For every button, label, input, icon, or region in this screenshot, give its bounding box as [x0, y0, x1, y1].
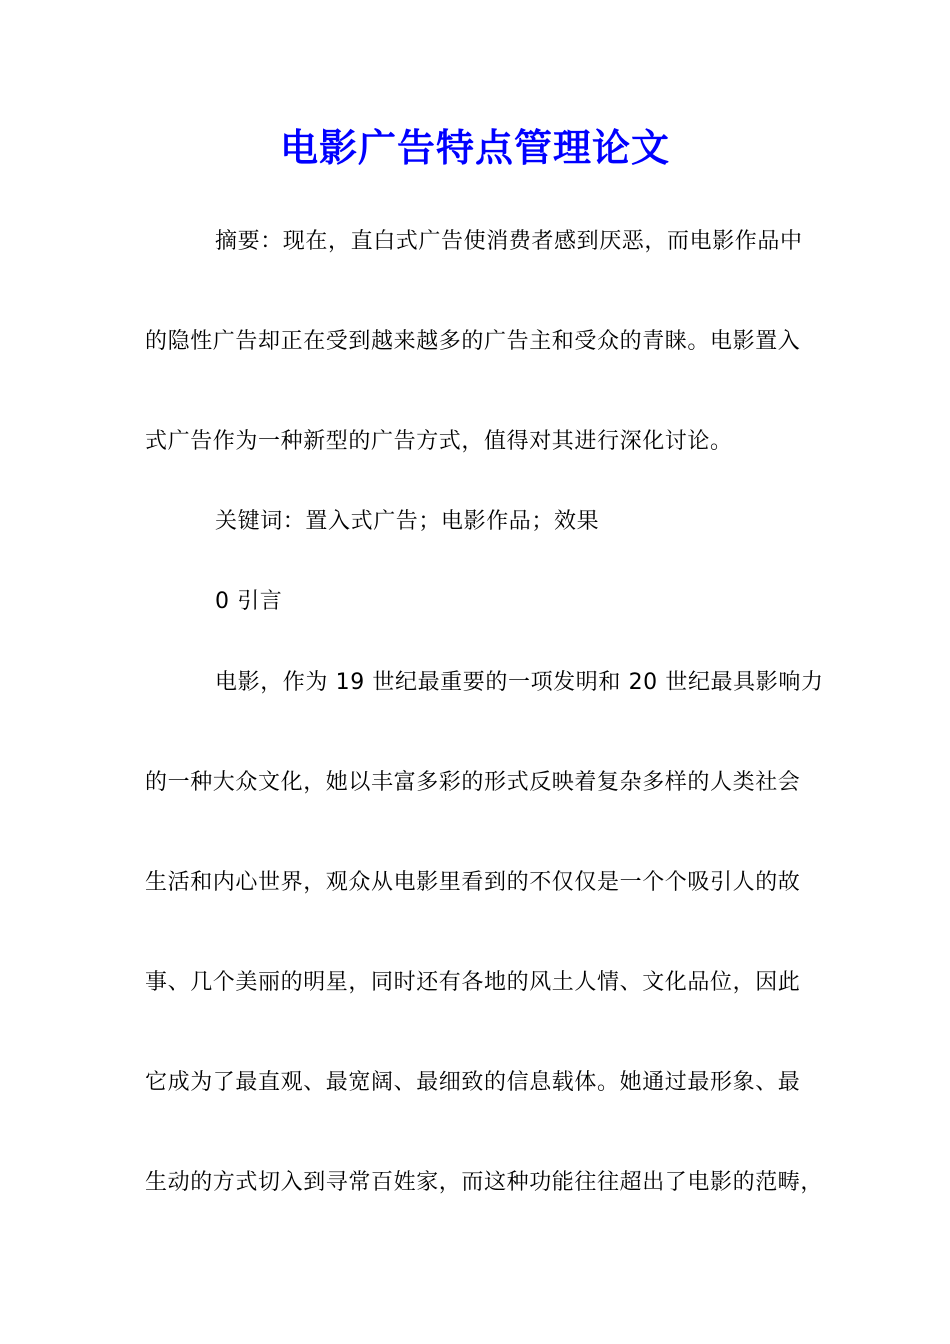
abstract-line-1: 摘要：现在，直白式广告使消费者感到厌恶，而电影作品中: [215, 229, 803, 254]
document-title: 电影广告特点管理论文: [279, 125, 670, 170]
body-line-2: 的一种大众文化，她以丰富多彩的形式反映着复杂多样的人类社会: [145, 770, 801, 795]
abstract-line-2: 的隐性广告却正在受到越来越多的广告主和受众的青睐。电影置入: [145, 329, 801, 354]
keywords-line: 关键词：置入式广告；电影作品；效果: [215, 509, 600, 534]
abstract-line-3: 式广告作为一种新型的广告方式，值得对其进行深化讨论。: [145, 429, 733, 454]
section-heading-introduction: 0 引言: [215, 589, 283, 614]
body-line-6: 生动的方式切入到寻常百姓家，而这种功能往往超出了电影的范畴，: [145, 1170, 824, 1195]
body-line-4: 事、几个美丽的明星，同时还有各地的风土人情、文化品位，因此: [145, 970, 801, 995]
body-line-3: 生活和内心世界，观众从电影里看到的不仅仅是一个个吸引人的故: [145, 870, 801, 895]
body-line-5: 它成为了最直观、最宽阔、最细致的信息载体。她通过最形象、最: [145, 1070, 801, 1095]
body-line-1: 电影，作为 19 世纪最重要的一项发明和 20 世纪最具影响力: [215, 670, 824, 695]
